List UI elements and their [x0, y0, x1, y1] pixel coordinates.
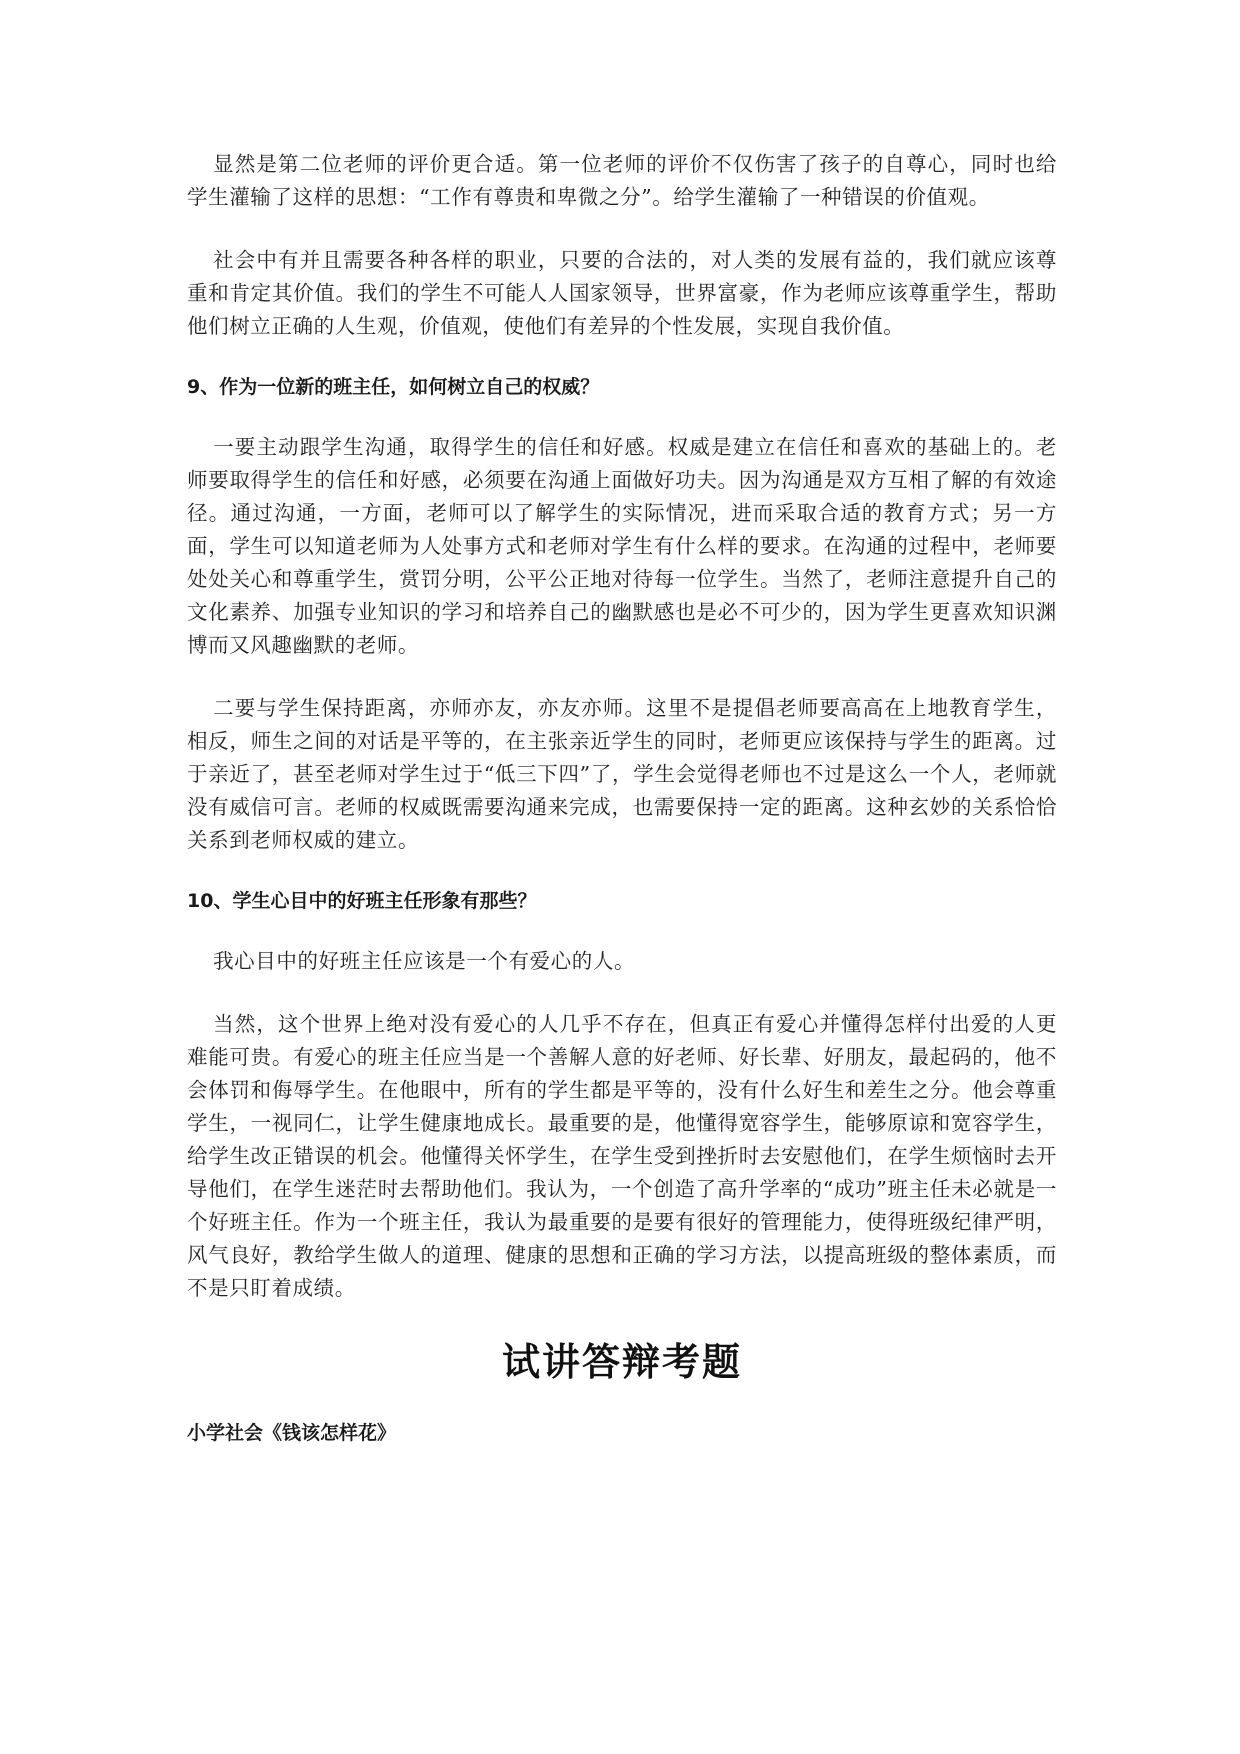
- paragraph-caring-teacher: 我心目中的好班主任应该是一个有爱心的人。: [213, 949, 636, 973]
- question-10-heading: 10、学生心目中的好班主任形象有那些？: [187, 890, 537, 912]
- paragraph-career-value: 社会中有并且需要各种各样的职业，只要的合法的，对人类的发展有益的，我们就应该尊重和肯定其价值。我们的学生不可能人人国家领导，世界富豪，作为老师应该尊重学生，帮助他们树立正确的人生观，价值观，使他们有差异的个性发展，实现自我价值。: [187, 248, 1057, 338]
- section-subtitle: 小学社会《钱该怎样花》: [187, 1422, 397, 1444]
- paragraph-good-head-teacher: 当然，这个世界上绝对没有爱心的人几乎不存在，但真正有爱心并懂得怎样付出爱的人更难能可贵。有爱心的班主任应当是一个善解人意的好老师、好长辈、好朋友，最起码的，他不会体罚和侮辱学生。在他眼中，所有的学生都是平等的，没有什么好生和差生之分。他会尊重学生，一视同仁，让学生健康地成长。最重要的是，他懂得宽容学生，能够原谅和宽容学生，给学生改正错误的机会。他懂得关怀学生，在学生受到挫折时去安慰他们，在学生烦恼时去开导他们，在学生迷茫时去帮助他们。我认为，一个创造了高升学率的“成功”班主任未必就是一个好班主任。作为一个班主任，我认为最重要的是要有很好的管理能力，使得班级纪律严明，风气良好，教给学生做人的道理、健康的思想和正确的学习方法，以提高班级的整体素质，而不是只盯着成绩。: [187, 1012, 1057, 1300]
- paragraph-evaluation: 显然是第二位老师的评价更合适。第一位老师的评价不仅伤害了孩子的自尊心，同时也给学生灌输了这样的思想：“工作有尊贵和卑微之分”。给学生灌输了一种错误的价值观。: [187, 152, 1057, 209]
- section-title: 试讲答辩考题: [501, 1340, 742, 1384]
- paragraph-distance: 二要与学生保持距离，亦师亦友，亦友亦师。这里不是提倡老师要高高在上地教育学生，相反，师生之间的对话是平等的，在主张亲近学生的同时，老师更应该保持与学生的距离。过于亲近了，甚至老师对学生过于“低三下四”了，学生会觉得老师也不过是这么一个人，老师就没有威信可言。老师的权威既需要沟通来完成，也需要保持一定的距离。这种玄妙的关系恰恰关系到老师权威的建立。: [187, 696, 1057, 852]
- question-9-heading: 9、作为一位新的班主任，如何树立自己的权威？: [187, 376, 600, 398]
- paragraph-communication: 一要主动跟学生沟通，取得学生的信任和好感。权威是建立在信任和喜欢的基础上的。老师要取得学生的信任和好感，必须要在沟通上面做好功夫。因为沟通是双方互相了解的有效途径。通过沟通，一方面，老师可以了解学生的实际情况，进而采取合适的教育方式；另一方面，学生可以知道老师为人处事方式和老师对学生有什么样的要求。在沟通的过程中，老师要处处关心和尊重学生，赏罚分明，公平公正地对待每一位学生。当然了，老师注意提升自己的文化素养、加强专业知识的学习和培养自己的幽默感也是必不可少的，因为学生更喜欢知识渊博而又风趣幽默的老师。: [187, 435, 1057, 657]
- document-page: [187, 148, 1057, 1447]
